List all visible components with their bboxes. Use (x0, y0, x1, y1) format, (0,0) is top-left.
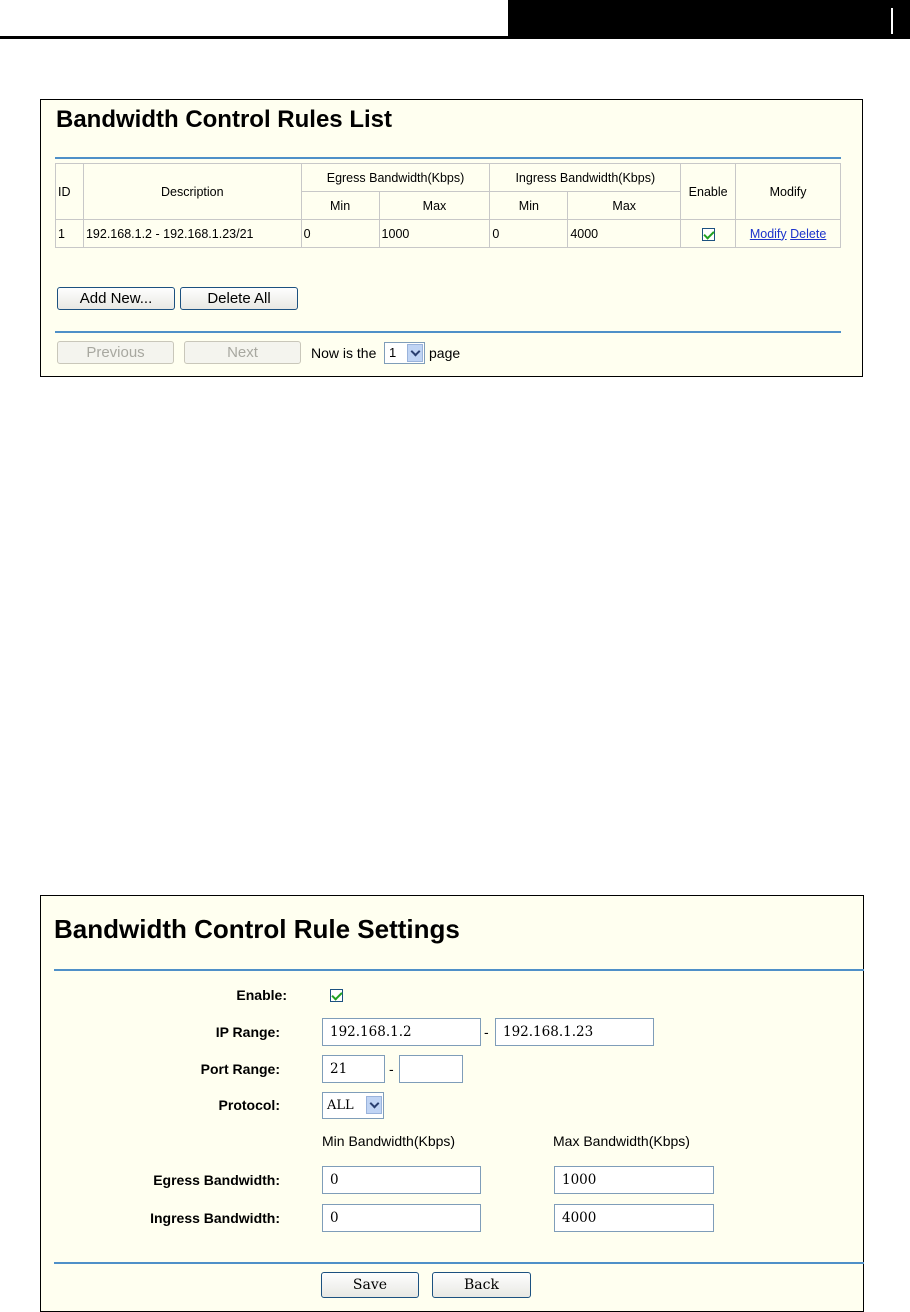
delete-all-button[interactable]: Delete All (180, 287, 298, 310)
cell-egress-max: 1000 (379, 220, 490, 248)
title-divider (55, 157, 841, 159)
max-bandwidth-header: Max Bandwidth(Kbps) (553, 1133, 690, 1149)
cell-id: 1 (56, 220, 84, 248)
header-black-bar (508, 0, 910, 38)
table-header-row (56, 164, 841, 192)
ingress-min-input[interactable]: 0 (322, 1204, 481, 1232)
port-end-input[interactable] (399, 1055, 463, 1083)
cell-description: 192.168.1.2 - 192.168.1.23/21 (83, 220, 301, 248)
protocol-select[interactable] (322, 1092, 384, 1119)
header-rule (0, 36, 910, 39)
ip-range-label: IP Range: (215, 1024, 280, 1040)
port-range-label: Port Range: (200, 1061, 280, 1077)
cell-ingress-min: 0 (490, 220, 568, 248)
modify-link[interactable]: Modify (749, 226, 787, 241)
cell-modify (736, 220, 841, 248)
enable-checkbox[interactable] (702, 228, 715, 241)
ingress-max-input[interactable]: 4000 (554, 1204, 714, 1232)
rules-table (55, 163, 841, 248)
rule-settings-title: Bandwidth Control Rule Settings (54, 914, 460, 944)
min-bandwidth-header: Min Bandwidth(Kbps) (322, 1133, 456, 1149)
header-ingress-min: Min (490, 192, 568, 220)
chevron-down-icon (407, 344, 423, 362)
add-new-button[interactable]: Add New... (57, 287, 175, 310)
header-egress-min: Min (301, 192, 379, 220)
chevron-down-icon (366, 1096, 382, 1114)
header-egress: Egress Bandwidth(Kbps) (301, 164, 490, 192)
table-row (56, 220, 841, 248)
ip-range-separator: - (484, 1024, 489, 1040)
page-select[interactable] (384, 342, 425, 364)
port-start-input[interactable]: 21 (322, 1055, 385, 1083)
pager-suffix: page (429, 345, 461, 361)
pager-prefix: Now is the (311, 345, 377, 361)
header-description: Description (83, 164, 301, 220)
port-range-separator: - (389, 1061, 394, 1077)
rule-settings-panel (40, 895, 864, 1312)
delete-link[interactable]: Delete (790, 226, 827, 241)
protocol-select-value: ALL (327, 1098, 354, 1113)
cell-enable (681, 220, 736, 248)
header-ingress-max: Max (568, 192, 681, 220)
header-id: ID (56, 164, 84, 220)
header-tick-mark (891, 8, 893, 34)
title-divider (54, 969, 864, 971)
egress-max-input[interactable]: 1000 (554, 1166, 714, 1194)
header-egress-max: Max (379, 192, 490, 220)
ip-end-input[interactable]: 192.168.1.23 (495, 1018, 654, 1046)
previous-button[interactable]: Previous (57, 341, 174, 364)
footer-divider (54, 1262, 864, 1264)
rules-list-title: Bandwidth Control Rules List (56, 106, 392, 133)
header-ingress: Ingress Bandwidth(Kbps) (490, 164, 681, 192)
enable-checkbox[interactable] (330, 989, 343, 1002)
egress-bandwidth-label: Egress Bandwidth: (153, 1172, 280, 1188)
pager-divider (55, 331, 841, 333)
protocol-label: Protocol: (218, 1097, 280, 1113)
ingress-bandwidth-label: Ingress Bandwidth: (150, 1210, 280, 1226)
save-button[interactable]: Save (321, 1272, 419, 1298)
back-button[interactable]: Back (432, 1272, 531, 1298)
rules-list-panel (40, 99, 863, 377)
next-button[interactable]: Next (184, 341, 301, 364)
cell-ingress-max: 4000 (568, 220, 681, 248)
header-modify: Modify (736, 164, 841, 220)
egress-min-input[interactable]: 0 (322, 1166, 481, 1194)
cell-egress-min: 0 (301, 220, 379, 248)
enable-label: Enable: (236, 987, 287, 1003)
page-select-value: 1 (389, 345, 397, 360)
ip-start-input[interactable]: 192.168.1.2 (322, 1018, 481, 1046)
header-enable: Enable (681, 164, 736, 220)
